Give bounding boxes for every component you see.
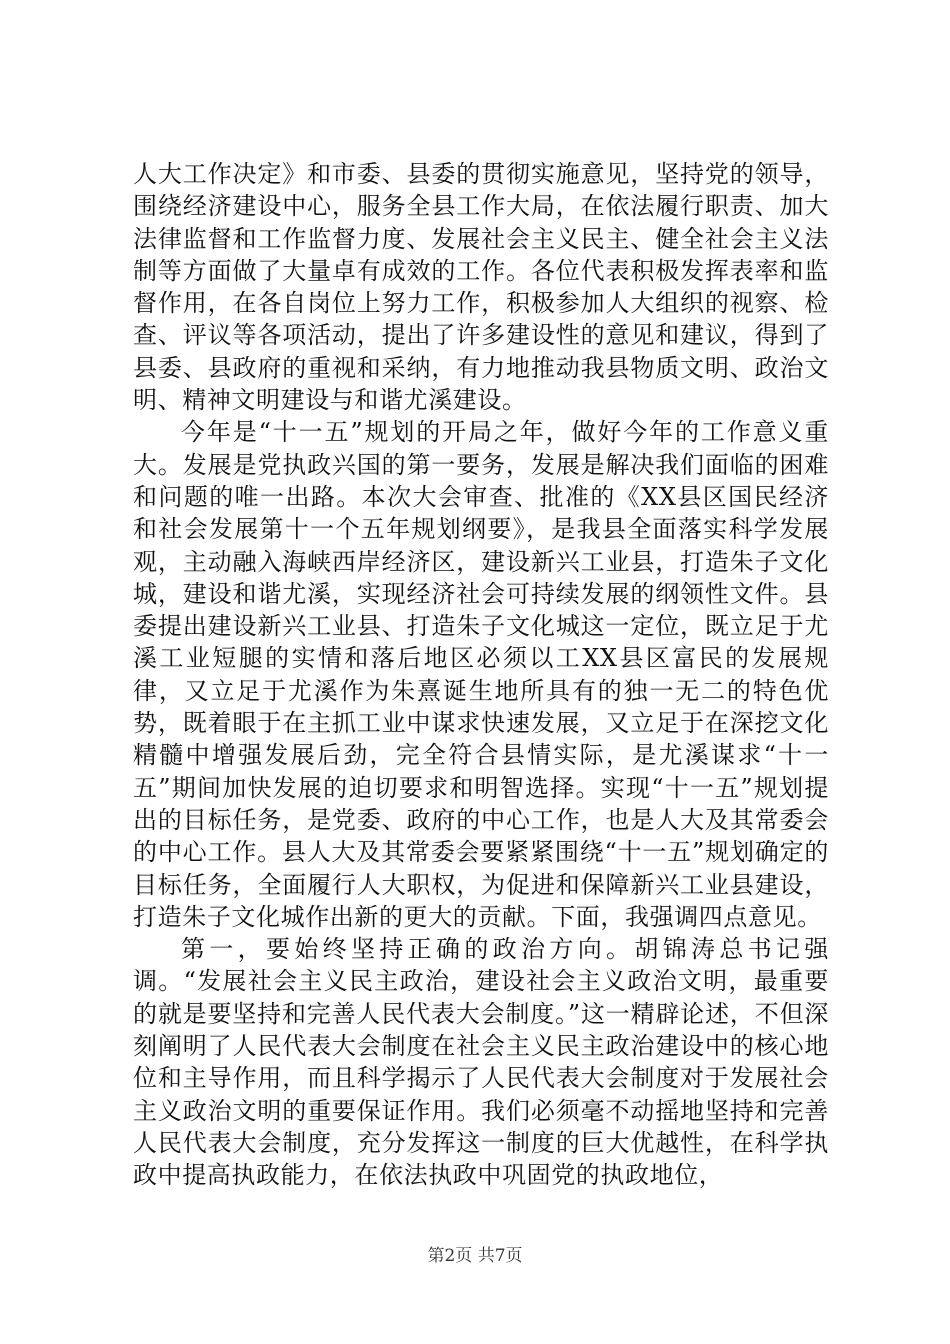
paragraph-2: 今年是“十一五”规划的开局之年，做好今年的工作意义重大。发展是党执政兴国的第一要务，发展是解决我们面临的困难和问题的唯一出路。本次大会审查、批准的《XX县区国民经济和社会发展第十一个五年规划纲要》，是我县全面落实科学发展观，主动融入海峡西岸经济区，建设新兴工业县，打造朱子文化城，建设和谐尤溪，实现经济社会可持续发展的纲领性文件。县委提出建设新兴工业县、打造朱子文化城这一定位，既立足于尤溪工业短腿的实情和落后地区必须以工XX县区富民的发展规律，又立足于尤溪作为朱熹诞生地所具有的独一无二的特色优势，既着眼于在主抓工业中谋求快速发展，又立足于在深挖文化精髓中增强发展后劲，完全符合县情实际，是尤溪谋求“十一五”期间加快发展的迫切要求和明智选择。实现“十一五”规划提出的目标任务，是党委、政府的中心工作，也是人大及其常委会的中心工作。县人大及其常委会要紧紧围绕“十一五”规划确定的目标任务，全面履行人大职权，为促进和保障新兴工业县建设，打造朱子文化城作出新的更大的贡献。下面，我强调四点意见。	[133, 418, 829, 931]
paragraph-1: 人大工作决定》和市委、县委的贯彻实施意见，坚持党的领导，围绕经济建设中心，服务全县工作大局，在依法履行职责、加大法律监督和工作监督力度、发展社会主义民主、健全社会主义法制等方面做了大量卓有成效的工作。各位代表积极发挥表率和监督作用，在各自岗位上努力工作，积极参加人大组织的视察、检查、评议等各项活动，提出了许多建设性的意见和建议，得到了县委、县政府的重视和采纳，有力地推动我县物质文明、政治文明、精神文明建设与和谐尤溪建设。	[133, 160, 829, 415]
document-body	[133, 158, 829, 1192]
page-number-footer: 第2页 共7页	[427, 1246, 523, 1266]
paragraph-3: 第一，要始终坚持正确的政治方向。胡锦涛总书记强调。“发展社会主义民主政治，建设社会主义政治文明，最重要的就是要坚持和完善人民代表大会制度。”这一精辟论述，不但深刻阐明了人民代表大会制度在社会主义民主政治建设中的核心地位和主导作用，而且科学揭示了人民代表大会制度对于发展社会主义政治文明的重要保证作用。我们必须毫不动摇地坚持和完善人民代表大会制度，充分发挥这一制度的巨大优越性，在科学执政中提高执政能力，在依法执政中巩固党的执政地位，	[133, 935, 829, 1190]
